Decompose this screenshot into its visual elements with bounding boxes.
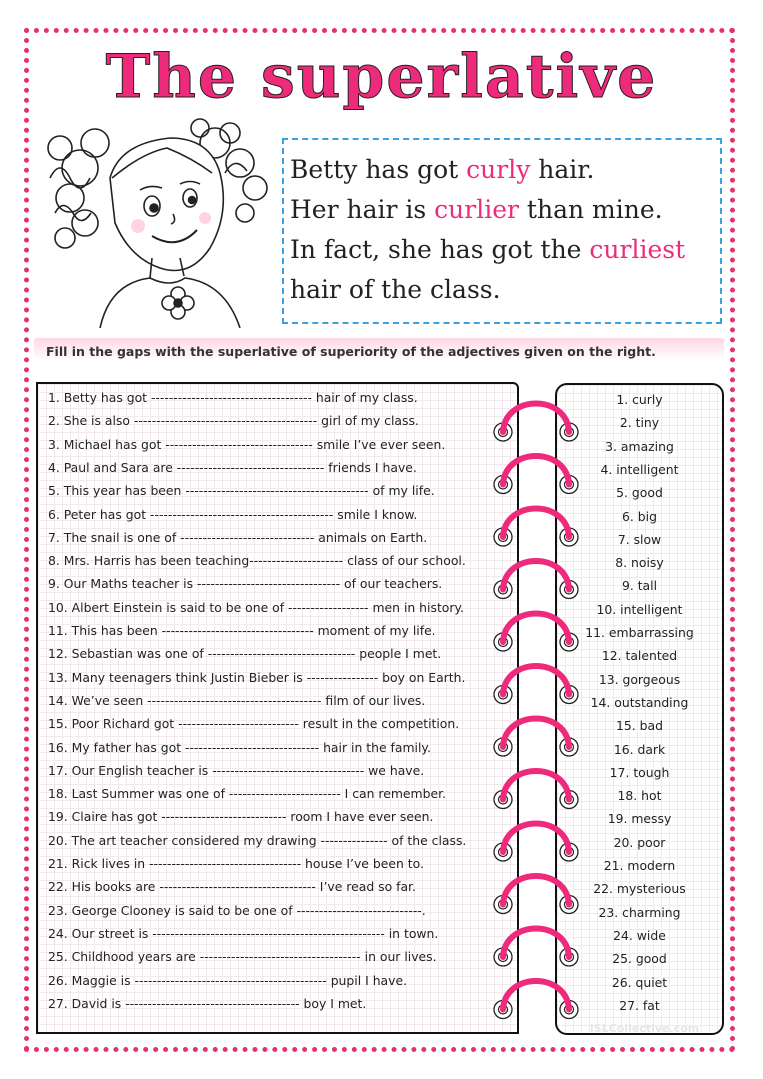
binder-ring	[494, 929, 578, 967]
binder-ring	[494, 404, 578, 442]
binder-ring	[494, 876, 578, 914]
adjective-item: 4. intelligent	[600, 461, 679, 477]
highlight-word: curliest	[589, 235, 686, 264]
adjective-item: 17. tough	[609, 764, 670, 780]
adjective-item: 19. messy	[607, 811, 672, 827]
adjective-item: 14. outstanding	[590, 694, 689, 710]
exercise-sentence: 6. Peter has got ----------------------------------------- smile I know.	[48, 506, 418, 522]
example-text: In fact, she has got the	[290, 235, 590, 264]
example-text: Betty has got	[290, 155, 467, 184]
adjective-item: 9. tall	[621, 578, 658, 594]
exercise-sentence: 25. Childhood years are ------------------------------------ in our lives.	[48, 949, 437, 965]
exercise-sentence: 11. This has been ---------------------------------- moment of my life.	[48, 623, 436, 638]
exercise-sentence: 23. George Clooney is said to be one of ----------------------------.	[48, 902, 426, 918]
exercise-sentence: 22. His books are ----------------------------------- I’ve read so far.	[48, 879, 416, 895]
example-line-4: hair of the class.	[290, 275, 501, 304]
exercise-sentence: 27. David is --------------------------------------- boy I met.	[48, 995, 367, 1011]
exercise-sentence: 10. Albert Einstein is said to be one of ------------------ men in history.	[48, 599, 464, 615]
exercise-sentence: 9. Our Maths teacher is -------------------------------- of our teachers.	[48, 576, 443, 592]
exercise-sentence: 19. Claire has got ---------------------------- room I have ever seen.	[48, 809, 434, 825]
binder-ring	[494, 719, 578, 757]
adjective-item: 6. big	[622, 508, 657, 524]
exercise-sentence: 15. Poor Richard got --------------------------- result in the competition.	[48, 716, 460, 732]
exercise-sentence: 3. Michael has got --------------------------------- smile I’ve ever seen.	[48, 436, 446, 452]
adjective-item: 21. modern	[603, 858, 676, 873]
exercise-sentence: 14. We’ve seen --------------------------------------- film of our lives.	[48, 692, 426, 708]
exercise-sentence: 17. Our English teacher is ---------------------------------- we have.	[48, 762, 425, 778]
adjective-item: 2. tiny	[619, 415, 660, 431]
binder-ring	[494, 456, 578, 494]
exercise-sentence: 2. She is also ----------------------------------------- girl of my class.	[48, 413, 419, 429]
adjective-item: 13. gorgeous	[598, 671, 681, 687]
adjective-item: 18. hot	[617, 788, 662, 804]
binder-ring	[494, 666, 578, 704]
adjective-item: 1. curly	[616, 392, 663, 407]
example-text: than mine.	[518, 195, 663, 224]
binder-ring	[494, 771, 578, 809]
exercise-sentence: 16. My father has got ------------------------------ hair in the family.	[48, 739, 431, 755]
adjective-item: 10. intelligent	[596, 601, 683, 617]
exercise-sentence: 1. Betty has got ------------------------------------ hair of my class.	[48, 390, 418, 405]
watermark: iSLCollective.com	[590, 1022, 700, 1035]
adjective-item: 27. fat	[619, 997, 660, 1013]
adjective-item: 24. wide	[613, 927, 666, 943]
exercise-sentence: 26. Maggie is ------------------------------------------- pupil I have.	[48, 972, 408, 988]
binder-ring	[494, 614, 578, 652]
adjective-item: 22. mysterious	[593, 881, 686, 897]
exercise-sentence: 18. Last Summer was one of ------------------------- I can remember.	[48, 786, 446, 802]
instructions: Fill in the gaps with the superlative of superiority of the adjectives given on the right.	[34, 338, 724, 370]
adjective-item: 3. amazing	[605, 438, 674, 454]
adjective-item: 20. poor	[613, 834, 666, 850]
example-text: Her hair is	[290, 195, 435, 224]
exercise-sentence: 8. Mrs. Harris has been teaching--------------------- class of our school.	[48, 553, 466, 569]
exercise-sentence: 4. Paul and Sara are --------------------------------- friends I have.	[48, 459, 417, 475]
exercise-sentence: 5. This year has been ----------------------------------------- of my life.	[48, 483, 435, 499]
adjective-item: 12. talented	[601, 648, 678, 664]
binder-ring	[494, 509, 578, 547]
binder-ring	[494, 561, 578, 599]
adjective-item: 7. slow	[617, 531, 662, 547]
exercise-sentence: 24. Our street is ---------------------------------------------------- in town.	[48, 925, 439, 941]
adjective-item: 5. good	[616, 485, 663, 501]
exercise-sentence: 20. The art teacher considered my drawing --------------- of the class.	[48, 832, 467, 848]
binder-ring	[494, 824, 578, 862]
binder-ring	[494, 981, 578, 1019]
example-text: hair.	[530, 155, 595, 184]
exercise-sentence: 7. The snail is one of ------------------------------ animals on Earth.	[48, 529, 428, 545]
adjective-item: 23. charming	[598, 904, 681, 920]
adjective-item: 26. quiet	[611, 974, 668, 990]
exercise-sentence: 13. Many teenagers think Justin Bieber is ---------------- boy on Earth.	[48, 669, 466, 685]
adjective-item: 25. good	[612, 951, 667, 967]
highlight-word: curlier	[434, 195, 519, 224]
adjective-item: 8. noisy	[615, 555, 664, 571]
highlight-word: curly	[466, 155, 531, 184]
exercise-sentence: 12. Sebastian was one of --------------------------------- people I met.	[48, 646, 442, 662]
adjective-item: 15. bad	[616, 718, 663, 734]
adjective-item: 11. embarrassing	[585, 625, 694, 640]
page-title: The superlative	[105, 42, 658, 112]
exercise-sentence: 21. Rick lives in ---------------------------------- house I’ve been to.	[48, 856, 424, 871]
adjective-item: 16. dark	[613, 741, 666, 757]
